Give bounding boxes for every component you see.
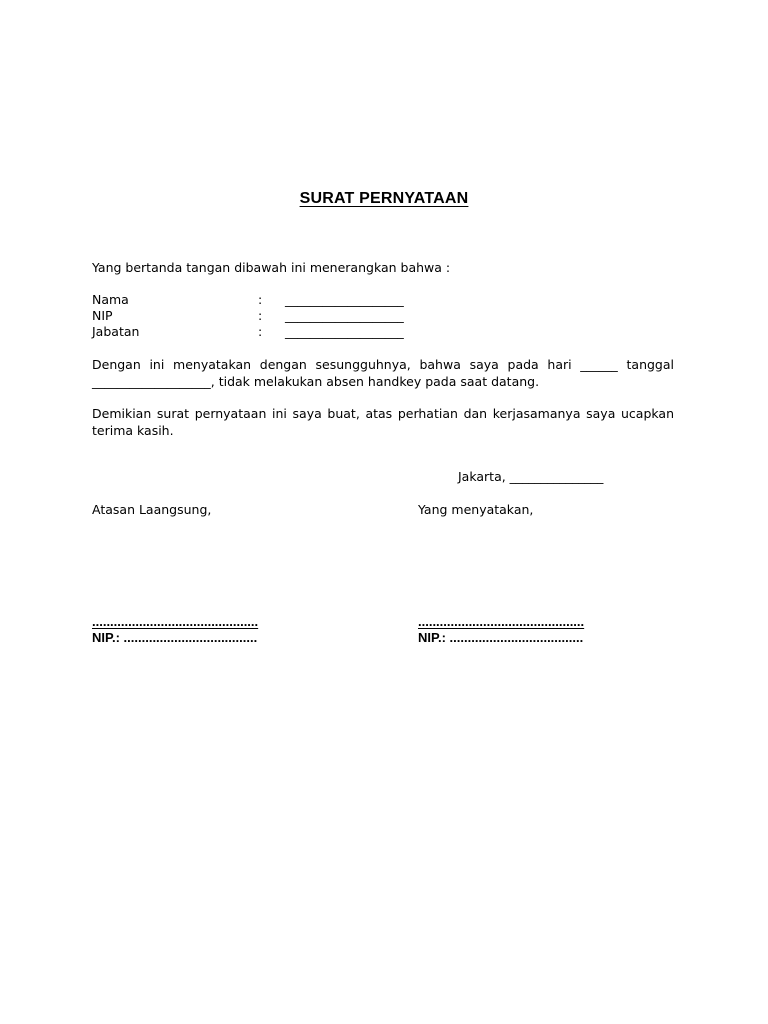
closing-paragraph: Demikian surat pernyataan ini saya buat, atas perhatian dan kerjasamanya saya ucapkan terima kasih. <box>92 406 674 438</box>
place-date: Jakarta, _______________ <box>458 469 604 484</box>
right-signer-nip-line: NIP.: ..................................... <box>418 630 584 645</box>
field-label-jabatan: Jabatan <box>92 324 140 339</box>
statement-paragraph: Dengan ini menyatakan dengan sesungguhnya, bahwa saya pada hari ______ tanggal ___________________, tidak melakukan absen handkey pada saat datang. <box>92 357 674 389</box>
intro-text: Yang bertanda tangan dibawah ini menerangkan bahwa : <box>92 260 451 275</box>
field-colon-nama: : <box>258 292 263 307</box>
right-signer-name-line: .............................................. <box>418 614 585 629</box>
left-signer-nip-line: NIP.: ..................................... <box>92 630 258 645</box>
left-signer-name-line: .............................................. <box>92 614 259 629</box>
field-blank-jabatan: ___________________ <box>285 324 404 339</box>
right-signer-role: Yang menyatakan, <box>418 502 534 517</box>
field-label-nip: NIP <box>92 308 113 323</box>
field-label-nama: Nama <box>92 292 129 307</box>
field-colon-nip: : <box>258 308 263 323</box>
left-signer-role: Atasan Laangsung, <box>92 502 212 517</box>
field-blank-nama: ___________________ <box>285 292 404 307</box>
document-title: SURAT PERNYATAAN <box>299 190 469 207</box>
field-blank-nip: ___________________ <box>285 308 404 323</box>
field-colon-jabatan: : <box>258 324 263 339</box>
